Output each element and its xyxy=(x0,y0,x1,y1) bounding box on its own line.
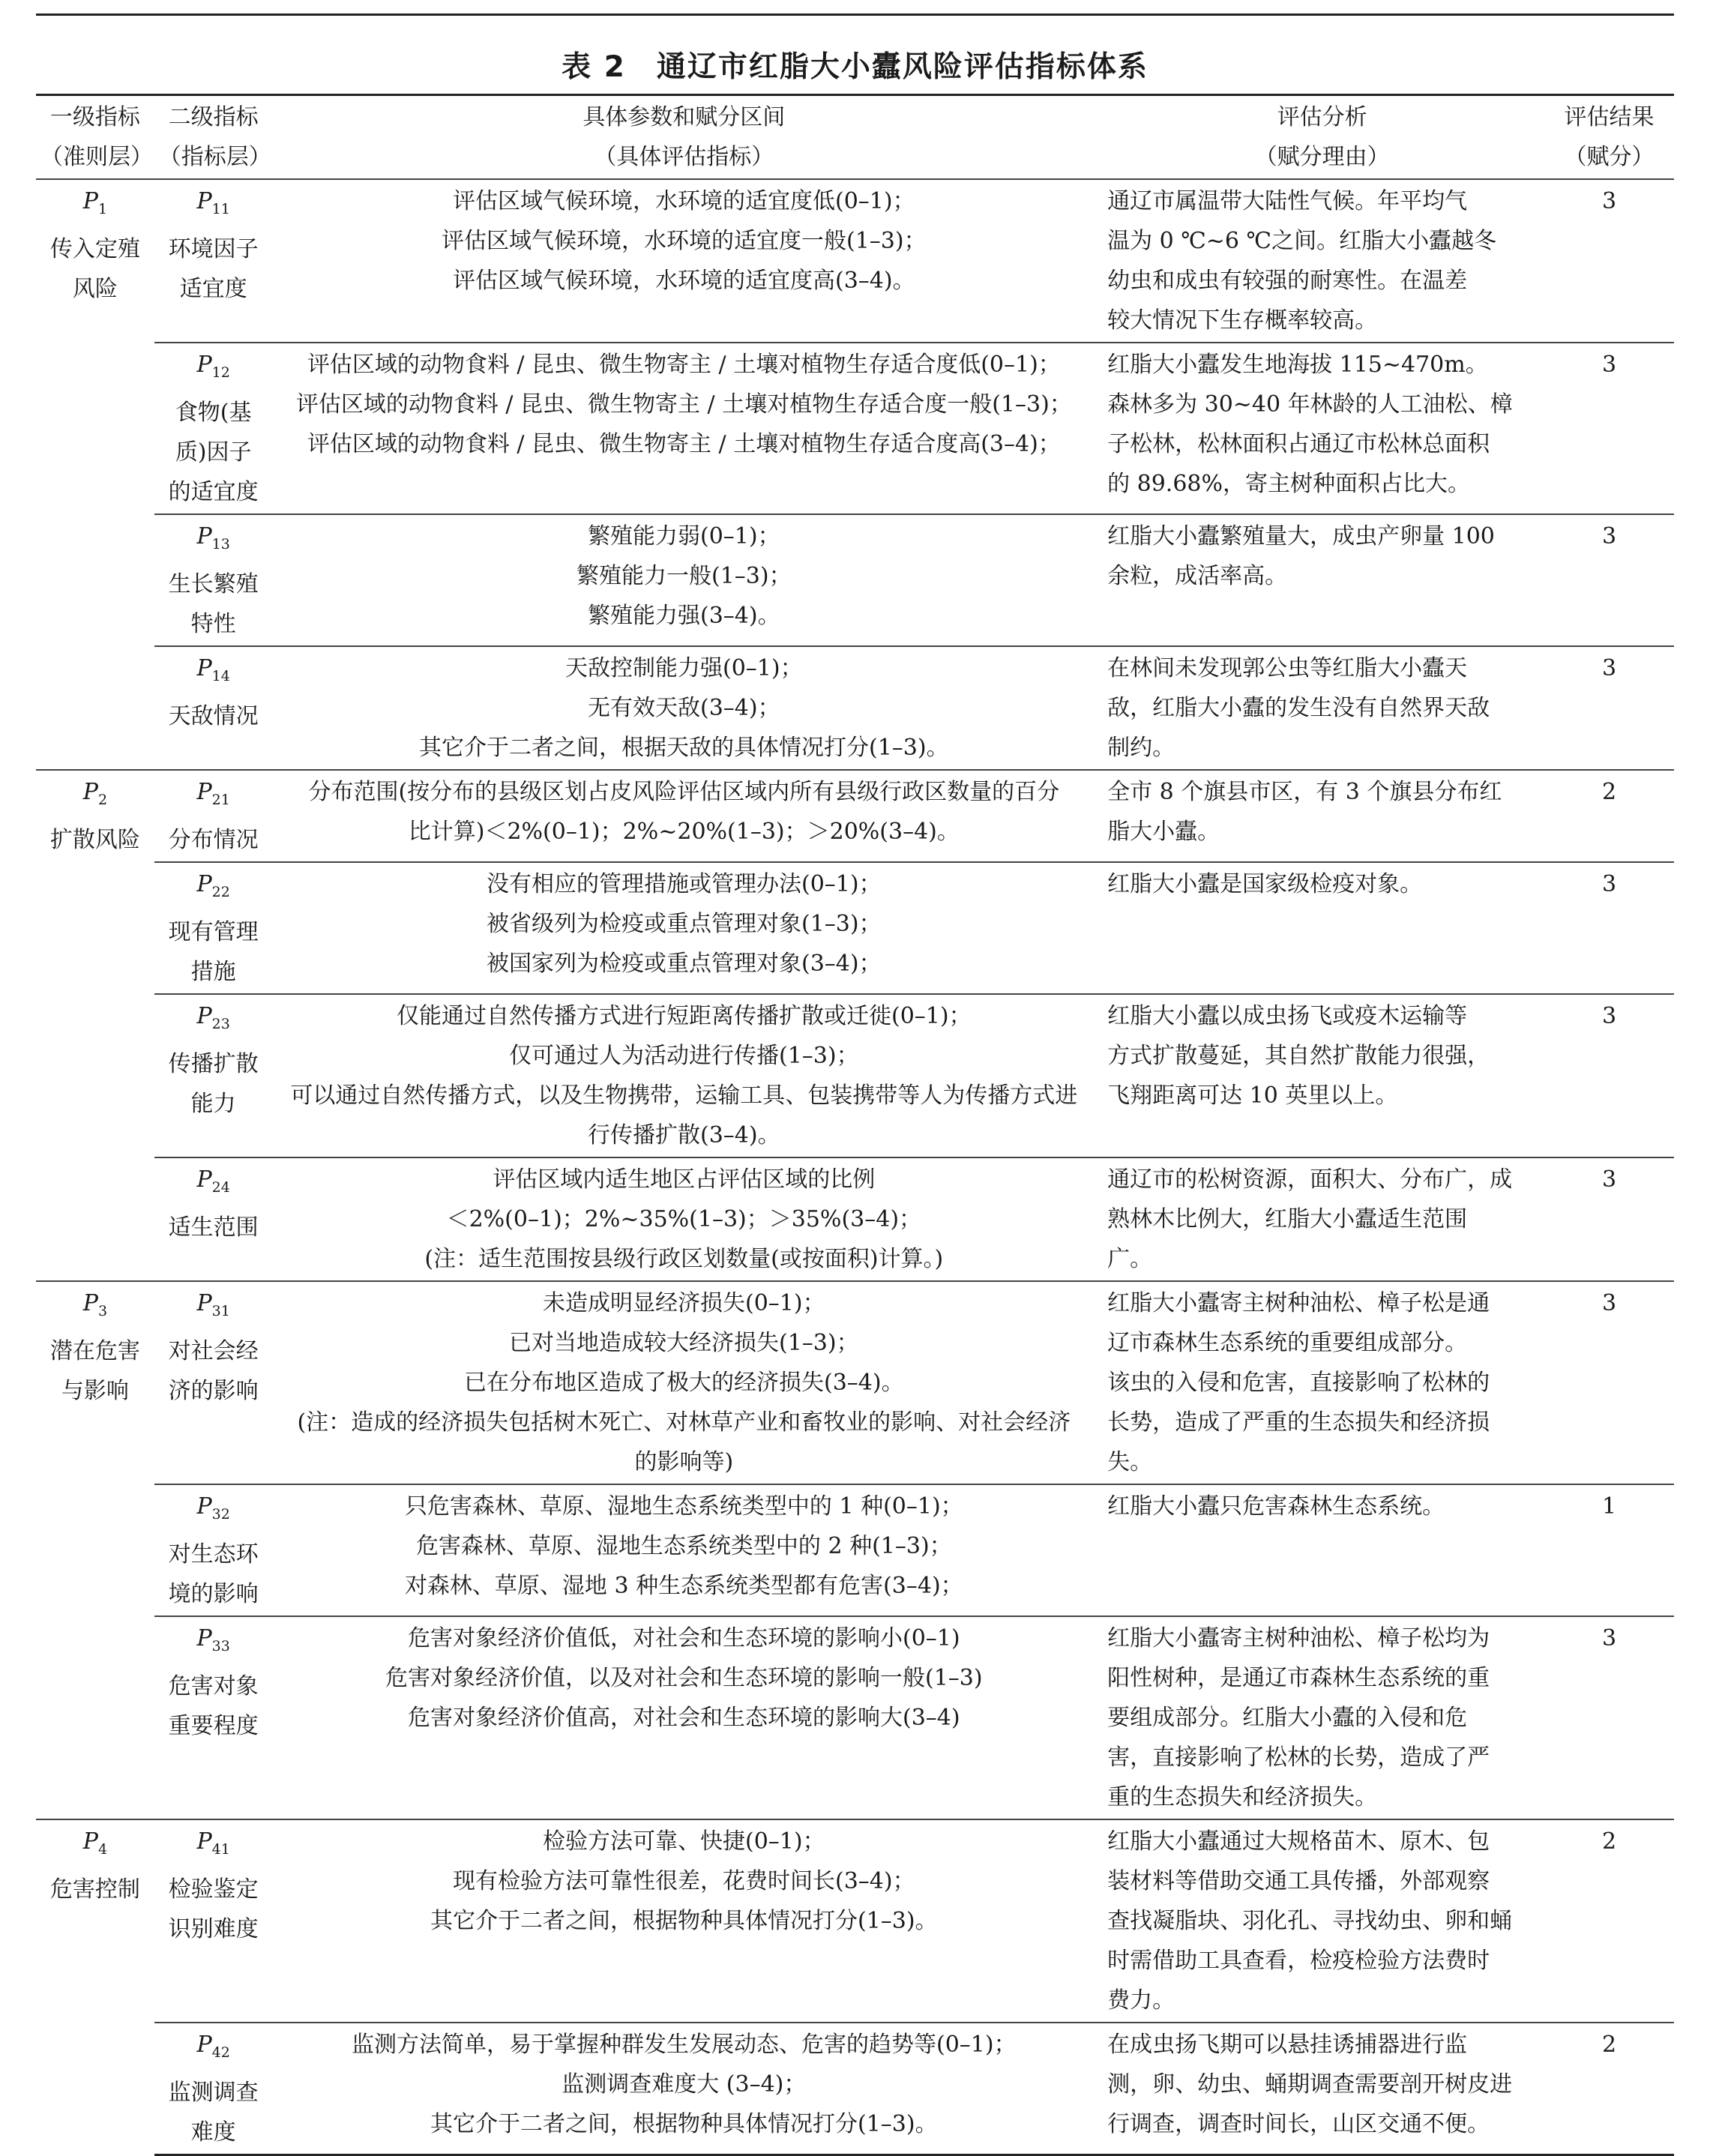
score-cell: 3 xyxy=(1544,179,1674,343)
score-cell: 3 xyxy=(1544,1616,1674,1819)
table-row xyxy=(36,343,1674,514)
analysis-line: 广。 xyxy=(1107,1246,1153,1272)
level2-code: $P_{32}$ xyxy=(196,1493,230,1523)
level1-name-line: 与影响 xyxy=(61,1378,129,1404)
analysis-line: 红脂大小蠹寄主树种油松、樟子松均为 xyxy=(1107,1625,1490,1651)
risk-index-table xyxy=(36,94,1674,2156)
analysis-line: 要组成部分。红脂大小蠹的入侵和危 xyxy=(1107,1705,1468,1731)
level2-name-line: 能力 xyxy=(190,1091,236,1117)
table-row xyxy=(36,1281,1674,1484)
level2-indicator-cell xyxy=(154,994,273,1157)
analysis-cell xyxy=(1095,1484,1544,1616)
param-line: 对森林、草原、湿地 3 种生态系统类型都有危害(3–4)； xyxy=(404,1573,963,1599)
analysis-line: 幼虫和成虫有较强的耐寒性。在温差 xyxy=(1107,268,1468,294)
table-row xyxy=(36,994,1674,1157)
analysis-line: 敌，红脂大小蠹的发生没有自然界天敌 xyxy=(1107,695,1490,721)
param-line: 评估区域内适生地区占评估区域的比例 xyxy=(493,1166,876,1193)
params-cell xyxy=(273,2023,1096,2155)
analysis-cell xyxy=(1095,994,1544,1157)
analysis-cell xyxy=(1095,1157,1544,1281)
analysis-line: 温为 0 ℃~6 ℃之间。红脂大小蠹越冬 xyxy=(1107,228,1497,254)
level2-indicator-cell xyxy=(154,1157,273,1281)
analysis-line: 红脂大小蠹繁殖量大，成虫产卵量 100 xyxy=(1107,523,1495,549)
header-analysis: 评估分析 （赋分理由） xyxy=(1254,104,1390,170)
level1-name-line: 潜在危害 xyxy=(49,1338,140,1364)
level2-code: $P_{42}$ xyxy=(196,2032,230,2061)
table-row xyxy=(36,1157,1674,1281)
analysis-cell xyxy=(1095,1819,1544,2023)
analysis-line: 在林间未发现郭公虫等红脂大小蠹天 xyxy=(1107,655,1468,681)
param-line: 已对当地造成较大经济损失(1–3)； xyxy=(509,1330,859,1356)
level2-name-line: 措施 xyxy=(190,959,236,985)
table-row xyxy=(36,770,1674,862)
level2-name-line: 对社会经 xyxy=(168,1338,259,1364)
param-line: 评估区域气候环境，水环境的适宜度高(3–4)。 xyxy=(453,268,915,294)
level2-name-line: 适宜度 xyxy=(179,276,247,302)
analysis-cell xyxy=(1095,179,1544,343)
param-line: 分布范围(按分布的县级区划占皮风险评估区域内所有县级行政区数量的百分 xyxy=(308,779,1060,805)
param-line: 危害对象经济价值高，对社会和生态环境的影响大(3–4) xyxy=(408,1705,960,1731)
analysis-line: 费力。 xyxy=(1107,1987,1175,2014)
level2-name-line: 食物(基 xyxy=(175,400,252,426)
param-line: 评估区域的动物食料 / 昆虫、微生物寄主 / 土壤对植物生存适合度高(3–4)； xyxy=(307,431,1061,457)
level2-name-line: 传播扩散 xyxy=(168,1051,259,1077)
table-row xyxy=(36,179,1674,343)
level1-name-line: 传入定殖 xyxy=(49,236,140,262)
level2-name-line: 识别难度 xyxy=(168,1916,259,1942)
analysis-line: 红脂大小蠹寄主树种油松、樟子松是通 xyxy=(1107,1290,1490,1316)
level2-code: $P_{23}$ xyxy=(196,1003,230,1032)
analysis-line: 子松林，松林面积占通辽市松林总面积 xyxy=(1107,431,1490,457)
params-cell xyxy=(273,862,1096,994)
level2-code: $P_{41}$ xyxy=(196,1828,230,1858)
analysis-line: 行调查，调查时间长，山区交通不便。 xyxy=(1107,2111,1490,2137)
params-cell xyxy=(273,1819,1096,2023)
param-line: 危害对象经济价值，以及对社会和生态环境的影响一般(1–3) xyxy=(385,1665,983,1691)
param-line: 被国家列为检疫或重点管理对象(3–4)； xyxy=(487,951,882,977)
level2-name-line: 特性 xyxy=(190,611,236,637)
level1-name-line: 扩散风险 xyxy=(49,827,140,853)
level1-name-line: 危害控制 xyxy=(49,1876,140,1903)
param-line: 危害森林、草原、湿地生态系统类型中的 2 种(1–3)； xyxy=(415,1533,952,1559)
score-cell: 2 xyxy=(1544,2023,1674,2155)
level2-name-line: 检验鉴定 xyxy=(168,1876,259,1903)
level2-code: $P_{21}$ xyxy=(196,779,230,808)
level2-indicator-cell xyxy=(154,1281,273,1484)
score-cell: 3 xyxy=(1544,862,1674,994)
param-line: 只危害森林、草原、湿地生态系统类型中的 1 种(0–1)； xyxy=(404,1493,963,1520)
top-rule xyxy=(36,13,1674,16)
level2-code: $P_{33}$ xyxy=(196,1625,230,1654)
param-line: 评估区域气候环境，水环境的适宜度低(0–1)； xyxy=(453,188,915,214)
analysis-line: 方式扩散蔓延，其自然扩散能力很强， xyxy=(1107,1043,1490,1069)
analysis-cell xyxy=(1095,770,1544,862)
score-cell: 3 xyxy=(1544,514,1674,646)
level1-indicator-cell xyxy=(36,770,154,1281)
level2-name-line: 难度 xyxy=(190,2119,236,2146)
score-cell: 3 xyxy=(1544,1281,1674,1484)
table-row xyxy=(36,1616,1674,1819)
level2-indicator-cell xyxy=(154,179,273,343)
level2-code: $P_{31}$ xyxy=(196,1290,230,1319)
analysis-line: 该虫的入侵和危害，直接影响了松林的 xyxy=(1107,1370,1490,1396)
param-line: (注：适生范围按县级行政区划数量(或按面积)计算。) xyxy=(424,1246,944,1272)
level2-code: $P_{11}$ xyxy=(196,188,230,217)
param-line: 行传播扩散(3–4)。 xyxy=(588,1122,780,1148)
level2-name-line: 济的影响 xyxy=(168,1378,259,1404)
level2-name-line: 生长繁殖 xyxy=(168,571,259,597)
analysis-cell xyxy=(1095,1281,1544,1484)
score-cell: 1 xyxy=(1544,1484,1674,1616)
level2-indicator-cell xyxy=(154,1616,273,1819)
param-line: 繁殖能力弱(0–1)； xyxy=(588,523,780,549)
level1-code: $P_1$ xyxy=(82,188,108,217)
level2-name-line: 天敌情况 xyxy=(168,703,259,729)
score-cell: 3 xyxy=(1544,994,1674,1157)
analysis-cell xyxy=(1095,2023,1544,2155)
header-level1: 一级指标 （准则层） xyxy=(40,104,153,170)
header-level2: 二级指标 （指标层） xyxy=(158,104,271,170)
analysis-line: 红脂大小蠹只危害森林生态系统。 xyxy=(1107,1493,1445,1520)
level2-indicator-cell xyxy=(154,1484,273,1616)
param-line: 仅能通过自然传播方式进行短距离传播扩散或迁徙(0–1)； xyxy=(397,1003,972,1029)
table-row xyxy=(36,514,1674,646)
level2-code: $P_{14}$ xyxy=(196,655,230,684)
table-row xyxy=(36,2023,1674,2155)
analysis-line: 装材料等借助交通工具传播，外部观察 xyxy=(1107,1868,1490,1894)
param-line: 监测调查难度大 (3–4)； xyxy=(562,2071,807,2098)
analysis-line: 红脂大小蠹是国家级检疫对象。 xyxy=(1107,871,1423,897)
params-cell xyxy=(273,343,1096,514)
param-line: 其它介于二者之间，根据天敌的具体情况打分(1–3)。 xyxy=(419,735,949,761)
level2-name-line: 现有管理 xyxy=(168,919,259,945)
table-body xyxy=(36,179,1674,2155)
analysis-cell xyxy=(1095,1616,1544,1819)
header-result: 评估结果 （赋分） xyxy=(1564,104,1655,170)
param-line: 评估区域气候环境，水环境的适宜度一般(1–3)； xyxy=(442,228,927,254)
level1-code: $P_2$ xyxy=(82,779,108,808)
table-row xyxy=(36,1484,1674,1616)
analysis-line: 害，直接影响了松林的长势，造成了严 xyxy=(1107,1744,1490,1771)
param-line: 监测方法简单，易于掌握种群发生发展动态、危害的趋势等(0–1)； xyxy=(352,2032,1017,2058)
level2-name-line: 监测调查 xyxy=(168,2080,259,2106)
analysis-cell xyxy=(1095,343,1544,514)
table-row xyxy=(36,1819,1674,2023)
param-line: 没有相应的管理措施或管理办法(0–1)； xyxy=(487,871,882,897)
param-line: 可以通过自然传播方式，以及生物携带，运输工具、包装携带等人为传播方式进 xyxy=(290,1082,1078,1109)
level2-indicator-cell xyxy=(154,770,273,862)
level2-indicator-cell xyxy=(154,862,273,994)
analysis-line: 辽市森林生态系统的重要组成部分。 xyxy=(1107,1330,1468,1356)
analysis-line: 长势，造成了严重的生态损失和经济损 xyxy=(1107,1409,1490,1436)
level2-name-line: 的适宜度 xyxy=(168,479,259,505)
analysis-line: 在成虫扬飞期可以悬挂诱捕器进行监 xyxy=(1107,2032,1468,2058)
analysis-line: 飞翔距离可达 10 英里以上。 xyxy=(1107,1082,1398,1109)
analysis-line: 的 89.68%，寄主树种面积占比大。 xyxy=(1107,471,1471,497)
params-cell xyxy=(273,994,1096,1157)
params-cell xyxy=(273,179,1096,343)
param-line: 的影响等) xyxy=(634,1449,734,1475)
score-cell: 2 xyxy=(1544,1819,1674,2023)
score-cell: 2 xyxy=(1544,770,1674,862)
analysis-line: 全市 8 个旗县市区，有 3 个旗县分布红 xyxy=(1107,779,1502,805)
level2-indicator-cell xyxy=(154,343,273,514)
analysis-line: 测，卵、幼虫、蛹期调查需要剖开树皮进 xyxy=(1107,2071,1513,2098)
score-cell: 3 xyxy=(1544,343,1674,514)
param-line: 检验方法可靠、快捷(0–1)； xyxy=(543,1828,825,1855)
level1-indicator-cell xyxy=(36,179,154,770)
level1-code: $P_3$ xyxy=(82,1290,108,1319)
table-header-row xyxy=(36,95,1674,180)
params-cell xyxy=(273,646,1096,770)
level1-name-line: 风险 xyxy=(72,276,118,302)
analysis-line: 较大情况下生存概率较高。 xyxy=(1107,307,1378,334)
param-line: 仅可通过人为活动进行传播(1–3)； xyxy=(509,1043,859,1069)
params-cell xyxy=(273,1157,1096,1281)
analysis-cell xyxy=(1095,514,1544,646)
score-cell: 3 xyxy=(1544,1157,1674,1281)
analysis-line: 阳性树种，是通辽市森林生态系统的重 xyxy=(1107,1665,1490,1691)
param-line: 未造成明显经济损失(0–1)； xyxy=(543,1290,825,1316)
param-line: 危害对象经济价值低，对社会和生态环境的影响小(0–1) xyxy=(408,1625,960,1651)
params-cell xyxy=(273,514,1096,646)
level1-indicator-cell xyxy=(36,1281,154,1819)
level2-name-line: 对生态环 xyxy=(168,1541,259,1568)
analysis-line: 脂大小蠹。 xyxy=(1107,819,1220,845)
analysis-cell xyxy=(1095,646,1544,770)
level2-indicator-cell xyxy=(154,646,273,770)
param-line: 被省级列为检疫或重点管理对象(1–3)； xyxy=(487,911,882,937)
level2-indicator-cell xyxy=(154,2023,273,2155)
level2-name-line: 质)因子 xyxy=(175,439,252,466)
param-line: 天敌控制能力强(0–1)； xyxy=(565,655,803,681)
table-title: 表 2 通辽市红脂大小蠹风险评估指标体系 xyxy=(562,50,1148,84)
param-line: 评估区域的动物食料 / 昆虫、微生物寄主 / 土壤对植物生存适合度低(0–1)； xyxy=(307,352,1061,378)
level1-indicator-cell xyxy=(36,1819,154,2155)
analysis-line: 查找凝脂块、羽化孔、寻找幼虫、卵和蛹 xyxy=(1107,1908,1513,1934)
header-params: 具体参数和赋分区间 （具体评估指标） xyxy=(582,104,786,170)
analysis-line: 红脂大小蠹发生地海拔 115~470m。 xyxy=(1107,352,1488,378)
level2-code: $P_{22}$ xyxy=(196,871,230,900)
analysis-line: 通辽市的松树资源，面积大、分布广，成 xyxy=(1107,1166,1513,1193)
analysis-line: 红脂大小蠹通过大规格苗木、原木、包 xyxy=(1107,1828,1490,1855)
analysis-line: 熟林木比例大，红脂大小蠹适生范围 xyxy=(1107,1206,1468,1232)
analysis-line: 失。 xyxy=(1107,1449,1153,1475)
table-row xyxy=(36,646,1674,770)
param-line: 评估区域的动物食料 / 昆虫、微生物寄主 / 土壤对植物生存适合度一般(1–3)； xyxy=(295,391,1072,418)
param-line: (注：造成的经济损失包括树木死亡、对林草产业和畜牧业的影响、对社会经济 xyxy=(297,1409,1071,1436)
analysis-line: 时需借助工具查看，检疫检验方法费时 xyxy=(1107,1948,1490,1974)
score-cell: 3 xyxy=(1544,646,1674,770)
level2-indicator-cell xyxy=(154,1819,273,2023)
params-cell xyxy=(273,1616,1096,1819)
table-row xyxy=(36,862,1674,994)
level2-code: $P_{12}$ xyxy=(196,352,230,381)
level2-indicator-cell xyxy=(154,514,273,646)
param-line: 已在分布地区造成了极大的经济损失(3–4)。 xyxy=(464,1370,904,1396)
level2-code: $P_{24}$ xyxy=(196,1166,230,1196)
level2-name-line: 境的影响 xyxy=(168,1581,259,1607)
param-line: 现有检验方法可靠性很差，花费时间长(3–4)； xyxy=(453,1868,915,1894)
analysis-cell xyxy=(1095,862,1544,994)
analysis-line: 森林多为 30~40 年林龄的人工油松、樟 xyxy=(1107,391,1513,418)
params-cell xyxy=(273,1484,1096,1616)
params-cell xyxy=(273,770,1096,862)
param-line: 其它介于二者之间，根据物种具体情况打分(1–3)。 xyxy=(430,2111,938,2137)
param-line: 繁殖能力一般(1–3)； xyxy=(576,563,792,589)
level2-name-line: 分布情况 xyxy=(168,827,259,853)
level2-name-line: 环境因子 xyxy=(168,236,259,262)
analysis-line: 余粒，成活率高。 xyxy=(1107,563,1288,589)
param-line: ＜2%(0–1)；2%~35%(1–3)；＞35%(3–4)； xyxy=(446,1206,922,1232)
params-cell xyxy=(273,1281,1096,1484)
analysis-line: 制约。 xyxy=(1107,735,1175,761)
param-line: 比计算)＜2%(0–1)；2%~20%(1–3)；＞20%(3–4)。 xyxy=(408,819,960,845)
analysis-line: 红脂大小蠹以成虫扬飞或疫木运输等 xyxy=(1107,1003,1468,1029)
param-line: 无有效天敌(3–4)； xyxy=(588,695,780,721)
param-line: 繁殖能力强(3–4)。 xyxy=(588,603,780,629)
level2-name-line: 重要程度 xyxy=(168,1713,259,1739)
analysis-line: 重的生态损失和经济损失。 xyxy=(1107,1784,1378,1810)
level2-code: $P_{13}$ xyxy=(196,523,230,552)
analysis-line: 通辽市属温带大陆性气候。年平均气 xyxy=(1107,188,1468,214)
level1-code: $P_4$ xyxy=(82,1828,108,1858)
level2-name-line: 适生范围 xyxy=(168,1214,259,1241)
level2-name-line: 危害对象 xyxy=(168,1673,259,1699)
param-line: 其它介于二者之间，根据物种具体情况打分(1–3)。 xyxy=(430,1908,938,1934)
